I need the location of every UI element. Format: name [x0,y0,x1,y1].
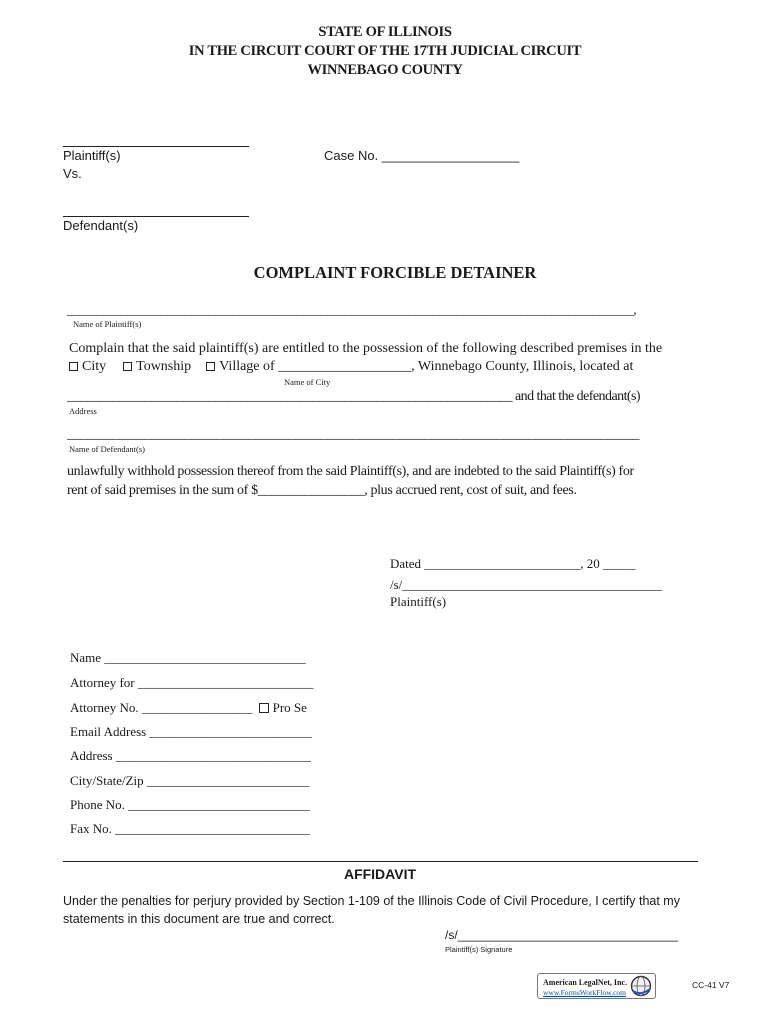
case-number-field[interactable]: Case No. ___________________ [324,148,520,163]
plaintiff-caption-label: Plaintiff(s) [63,148,121,163]
phone-number-field[interactable]: Phone No. ____________________________ [70,797,311,812]
address-label: Address [69,406,97,416]
email-address-field[interactable]: Email Address _________________________ [70,724,312,739]
name-of-plaintiff-label: Name of Plaintiff(s) [73,319,142,329]
defendant-name-field[interactable] [63,216,249,217]
township-option-label: Township [136,359,192,374]
pro-se-label: Pro Se [272,700,307,715]
court-circuit-heading: IN THE CIRCUIT COURT OF THE 17TH JUDICIAL CIRCUIT [188,43,582,59]
name-of-city-label: Name of City [284,377,331,387]
court-county-heading: WINNEBAGO COUNTY [307,62,463,78]
publisher-name: American LegalNet, Inc. [543,978,627,987]
affidavit-text-line-2: statements in this document are true and correct. [63,912,335,926]
name-of-defendant-label: Name of Defendant(s) [69,444,145,454]
village-option[interactable] [206,359,633,374]
plaintiff-signature-label: Plaintiff(s) [390,594,447,609]
form-code: CC-41 V7 [692,980,730,990]
plaintiff-name-field[interactable] [63,146,249,147]
city-option-label: City [82,359,107,374]
affidavit-signature-label: Plaintiff(s) Signature [445,945,513,954]
globe-logo-icon [629,975,653,997]
attorney-for-field[interactable]: Attorney for ___________________________ [70,675,314,690]
withhold-text-line-1: unlawfully withhold possession thereof from the said Plaintiff(s), and are indebted to the said Plaintiff(s) for [67,464,634,479]
form-title: COMPLAINT FORCIBLE DETAINER [253,263,537,282]
attorney-number-field[interactable]: Attorney No. _________________ [70,700,253,715]
city-checkbox[interactable] [69,362,78,371]
affidavit-signature-field[interactable]: /s/_________________________________ [445,928,678,942]
defendant-caption-label: Defendant(s) [63,218,139,233]
withhold-text-line-2: rent of said premises in the sum of $________________, plus accrued rent, cost of suit, and fees. [67,483,577,498]
attorney-address-field[interactable]: Address ______________________________ [70,748,311,763]
plaintiff-signature-field[interactable]: /s/________________________________________ [390,577,663,592]
dated-field[interactable]: Dated ________________________, 20 _____ [390,556,636,571]
address-field[interactable]: _____________________________________________________________________ and that the defendant(s) [67,389,641,404]
section-divider [63,861,698,862]
village-checkbox[interactable] [206,362,215,371]
premises-location-row [69,359,633,375]
city-state-zip-field[interactable]: City/State/Zip _________________________ [70,773,310,788]
publisher-website-link[interactable]: www.FormsWorkFlow.com [543,988,627,997]
pro-se-checkbox[interactable] [259,703,269,713]
village-option-label: Village of ___________________, Winnebago County, Illinois, located at [219,359,634,374]
complain-text: Complain that the said plaintiff(s) are entitled to the possession of the following described premises in the [69,341,663,356]
affidavit-text-line-1: Under the penalties for perjury provided by Section 1-109 of the Illinois Code of Civil Procedure, I certify that my [63,894,680,908]
defendant-full-name-field[interactable]: ________________________________________________________________________________________ [67,427,639,442]
publisher-badge [537,973,656,999]
affidavit-heading: AFFIDAVIT [343,866,417,882]
name-field[interactable]: Name _______________________________ [70,650,306,665]
township-checkbox[interactable] [123,362,132,371]
plaintiff-full-name-field[interactable]: ________________________________________________________________________________________________, [67,302,637,317]
court-state-heading: STATE OF ILLINOIS [318,24,452,40]
versus-label: Vs. [63,166,82,181]
township-option[interactable] [123,359,191,374]
fax-number-field[interactable]: Fax No. ______________________________ [70,821,311,836]
attorney-number-row [70,700,307,716]
city-option[interactable] [69,359,106,374]
